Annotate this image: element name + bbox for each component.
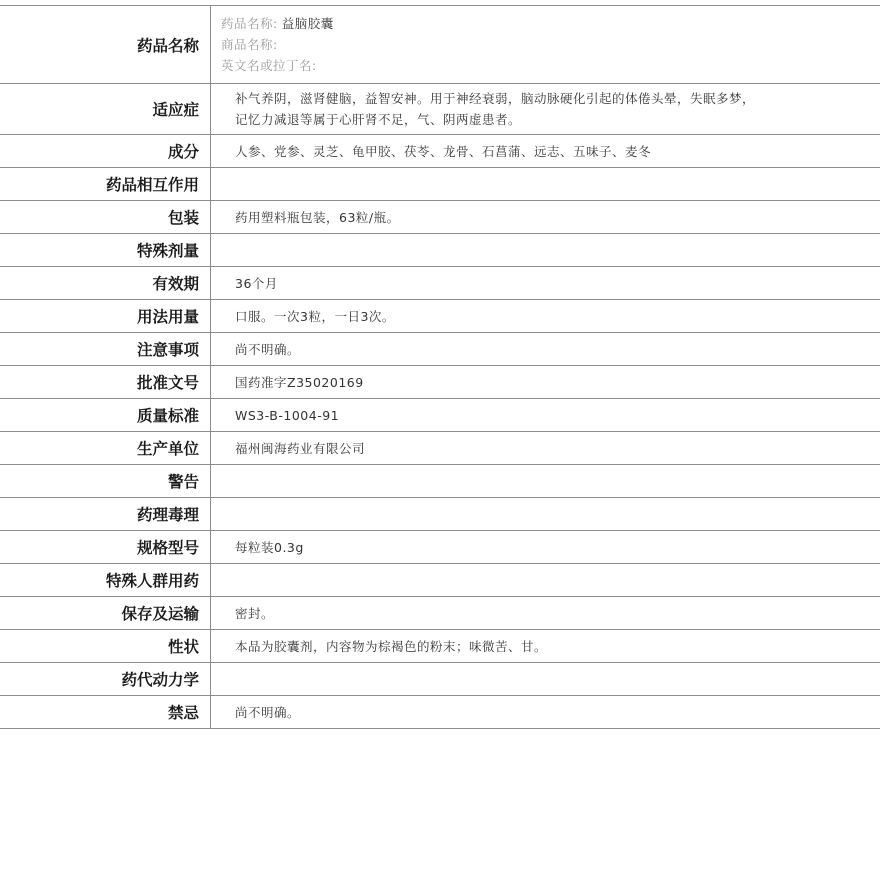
- table-row: [0, 234, 880, 267]
- row-value: 每粒装0.3g: [211, 531, 880, 564]
- table-row: [0, 201, 880, 234]
- row-label: 用法用量: [0, 300, 211, 333]
- generic-name-line: [221, 13, 880, 34]
- generic-name-value: 益脑胶囊: [281, 16, 334, 31]
- row-label: 药品相互作用: [0, 168, 211, 201]
- row-value: 口服。一次3粒，一日3次。: [211, 300, 880, 333]
- table-row: [0, 564, 880, 597]
- table-row: [0, 135, 880, 168]
- drug-info-table: [0, 5, 880, 729]
- row-label-names: 药品名称: [0, 6, 211, 84]
- row-value: [211, 465, 880, 498]
- row-value: 尚不明确。: [211, 333, 880, 366]
- row-label: 性状: [0, 630, 211, 663]
- table-row: [0, 267, 880, 300]
- table-row: [0, 630, 880, 663]
- english-name-key: 英文名或拉丁名:: [221, 58, 317, 73]
- row-label: 药理毒理: [0, 498, 211, 531]
- row-label: 质量标准: [0, 399, 211, 432]
- row-value: 尚不明确。: [211, 696, 880, 729]
- table-row: [0, 531, 880, 564]
- table-row: [0, 399, 880, 432]
- table-row: [0, 300, 880, 333]
- row-label: 注意事项: [0, 333, 211, 366]
- generic-name-key: 药品名称:: [221, 16, 278, 31]
- table-row: [0, 432, 880, 465]
- row-value: 药用塑料瓶包装，63粒/瓶。: [211, 201, 880, 234]
- row-label: 警告: [0, 465, 211, 498]
- row-label: 有效期: [0, 267, 211, 300]
- row-value: [211, 498, 880, 531]
- indications-line-1: 补气养阴，滋肾健脑，益智安神。用于神经衰弱，脑动脉硬化引起的体倦头晕，失眠多梦，: [235, 91, 756, 106]
- row-value: 密封。: [211, 597, 880, 630]
- row-label: 特殊剂量: [0, 234, 211, 267]
- table-row: [0, 498, 880, 531]
- table-rows: [0, 135, 880, 729]
- row-value-indications: [211, 84, 880, 135]
- table-row-indications: [0, 84, 880, 135]
- row-value: [211, 234, 880, 267]
- table-row: [0, 465, 880, 498]
- table-row: [0, 333, 880, 366]
- trade-name-key: 商品名称:: [221, 37, 278, 52]
- drug-info-page: [0, 5, 880, 729]
- row-value: [211, 564, 880, 597]
- row-label: 特殊人群用药: [0, 564, 211, 597]
- row-label: 保存及运输: [0, 597, 211, 630]
- row-label: 生产单位: [0, 432, 211, 465]
- row-label: 规格型号: [0, 531, 211, 564]
- row-value: 本品为胶囊剂，内容物为棕褐色的粉末；味微苦、甘。: [211, 630, 880, 663]
- row-value: 36个月: [211, 267, 880, 300]
- row-value: [211, 168, 880, 201]
- table-row: [0, 366, 880, 399]
- row-value: [211, 663, 880, 696]
- row-value: 福州闽海药业有限公司: [211, 432, 880, 465]
- table-row: [0, 696, 880, 729]
- row-label: 成分: [0, 135, 211, 168]
- row-label-indications: 适应症: [0, 84, 211, 135]
- row-value: 人参、党参、灵芝、龟甲胶、茯苓、龙骨、石菖蒲、远志、五味子、麦冬: [211, 135, 880, 168]
- table-row: [0, 168, 880, 201]
- row-label: 药代动力学: [0, 663, 211, 696]
- table-row-names: [0, 6, 880, 84]
- row-label: 禁忌: [0, 696, 211, 729]
- row-label: 包装: [0, 201, 211, 234]
- row-label: 批准文号: [0, 366, 211, 399]
- row-value-names: [211, 6, 880, 84]
- row-value: WS3-B-1004-91: [211, 399, 880, 432]
- trade-name-line: [221, 34, 880, 55]
- english-name-line: [221, 55, 880, 76]
- row-value: 国药准字Z35020169: [211, 366, 880, 399]
- indications-line-2: 记忆力减退等属于心肝肾不足，气、阴两虚患者。: [235, 112, 522, 127]
- table-row: [0, 663, 880, 696]
- table-row: [0, 597, 880, 630]
